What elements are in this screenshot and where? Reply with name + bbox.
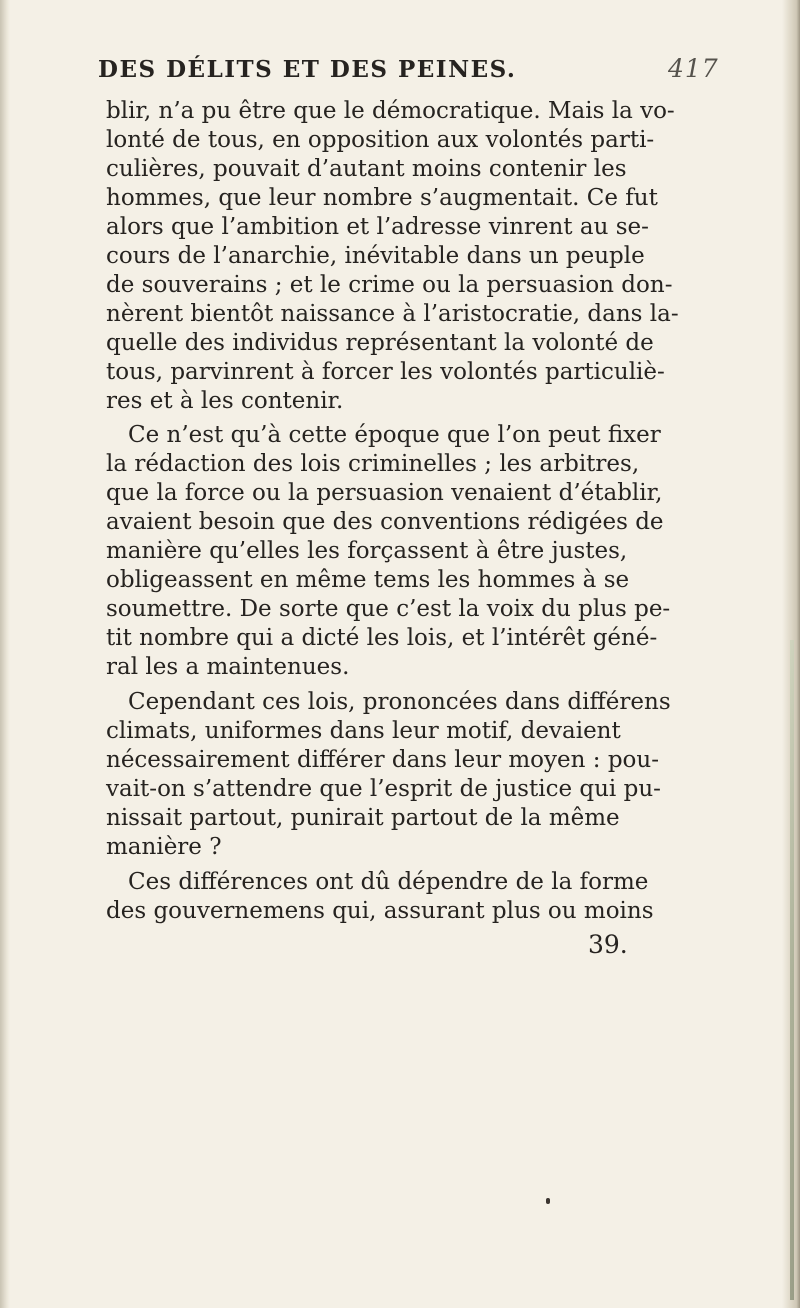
text-line: manière ?	[106, 834, 222, 860]
paragraph-start: Cependant ces lois, prononcées dans différens	[128, 689, 671, 715]
text-line: de souverains ; et le crime ou la persuasion don-	[106, 272, 673, 298]
signature-mark: 39.	[588, 930, 628, 959]
text-line: nèrent bientôt naissance à l’aristocratie, dans la-	[106, 301, 679, 327]
text-line: quelle des individus représentant la volonté de	[106, 330, 654, 356]
text-line: avaient besoin que des conventions rédigées de	[106, 509, 664, 535]
text-line: vait-on s’attendre que l’esprit de justice qui pu-	[106, 776, 661, 802]
text-line: nissait partout, punirait partout de la même	[106, 805, 620, 831]
text-line: obligeassent en même tems les hommes à se	[106, 567, 630, 593]
ink-speck	[546, 1198, 550, 1204]
text-line: lonté de tous, en opposition aux volontés parti-	[106, 127, 655, 153]
text-line: res et à les contenir.	[106, 388, 344, 414]
page-header	[98, 54, 718, 88]
text-line: tit nombre qui a dicté les lois, et l’intérêt géné-	[106, 625, 658, 651]
text-line: nécessairement différer dans leur moyen : pou-	[106, 747, 659, 773]
binding-shadow	[0, 0, 10, 1308]
text-line: tous, parvinrent à forcer les volontés particuliè-	[106, 359, 665, 385]
text-line: soumettre. De sorte que c’est la voix du plus pe-	[106, 596, 671, 622]
text-line: culières, pouvait d’autant moins contenir les	[106, 156, 627, 182]
text-line: que la force ou la persuasion venaient d’établir,	[106, 480, 663, 506]
text-line: blir, n’a pu être que le démocratique. Mais la vo-	[106, 98, 675, 124]
text-line: ral les a maintenues.	[106, 654, 350, 680]
running-head: DES DÉLITS ET DES PEINES.	[98, 56, 517, 83]
text-line: hommes, que leur nombre s’augmentait. Ce fut	[106, 185, 658, 211]
paragraph-start: Ces différences ont dû dépendre de la forme	[128, 869, 649, 895]
page-edge-stain	[790, 640, 794, 1300]
text-line: la rédaction des lois criminelles ; les arbitres,	[106, 451, 640, 477]
page-number: 417	[668, 54, 719, 83]
text-line: manière qu’elles les forçassent à être justes,	[106, 538, 628, 564]
text-line: des gouvernemens qui, assurant plus ou moins	[106, 898, 654, 924]
text-line: climats, uniformes dans leur motif, devaient	[106, 718, 621, 744]
paragraph-start: Ce n’est qu’à cette époque que l’on peut fixer	[128, 422, 661, 448]
text-line: cours de l’anarchie, inévitable dans un peuple	[106, 243, 645, 269]
text-line: alors que l’ambition et l’adresse vinrent au se-	[106, 214, 649, 240]
